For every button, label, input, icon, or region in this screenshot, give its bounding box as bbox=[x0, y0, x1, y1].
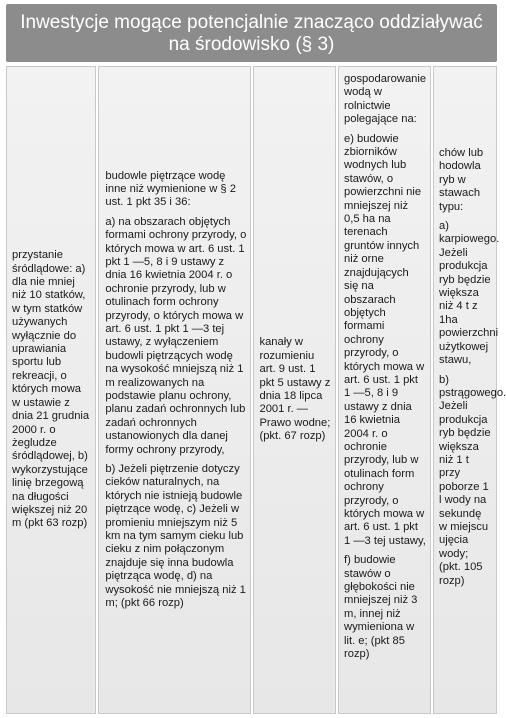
column-water-management bbox=[338, 66, 431, 714]
investments-table bbox=[6, 66, 506, 714]
column-text: budowle piętrzące wodę inne niż wymienione w § 2 ust. 1 pkt 35 i 36: bbox=[105, 169, 236, 209]
column-text: f) budowie stawów o głębokości nie mniejszej niż 3 m, innej niż wymieniona w lit. e; (pkt 85 rozp) bbox=[344, 554, 418, 661]
column-text: a) na obszarach objętych formami ochrony przyrody, o których mowa w art. 6 ust. 1 pkt 1 —5, 8 i 9 ustawy z dnia 16 kwietnia 2004 r. o ochronie przyrody, lub w otulinach form ochrony przyrody, o których mowa w art. 6 ust. 1 pkt 1 —3 tej ustawy, z wyłączeniem budowli piętrzących wodę na wysokość mniejszą niż 1 m realizowanych na podstawie planu ochrony, planu zadań ochronnych lub zadań ochronnych ustanowionych dla danej formy ochrony przyrody, bbox=[105, 215, 247, 456]
column-fish-farming bbox=[433, 66, 506, 714]
header-title-line1: Inwestycje mogące potencjalnie znacząco oddziaływać bbox=[20, 12, 483, 33]
column-canals bbox=[253, 66, 336, 714]
column-text: gospodarowanie wodą w rolnictwie polegające na: bbox=[344, 73, 427, 126]
column-text: chów lub hodowla ryb w stawach typu: bbox=[439, 147, 484, 213]
column-text: e) budowie zbiorników wodnych lub stawów, o powierzchni nie mniejszej niż 0,5 ha na terenach gruntów innych niż orne znajdujących się na obszarach objętych formami ochrony przyrody, o których mowa w art. 6 ust. 1 pkt 1 —5, 8 i 9 ustawy z dnia 16 kwietnia 2004 r. o ochronie przyrody, lub w otulinach form ochrony przyrody, o których mowa w art. 6 ust. 1 pkt 1 —3 tej ustawy, bbox=[344, 132, 426, 547]
column-text: przystanie śródlądowe: a) dla nie mniej niż 10 statków, w tym statków używanych wyłącznie do uprawiania sportu lub rekreacji, o których mowa w ustawie z dnia 21 grudnia 2000 r. o żegludze śródlądowej, b) wykorzystujące linię brzegową na długości większej niż 20 m (pkt 63 rozp) bbox=[12, 249, 90, 530]
column-text: kanały w rozumieniu art. 9 ust. 1 pkt 5 ustawy z dnia 18 lipca 2001 r. — Prawo wodne; (pkt. 67 rozp) bbox=[259, 336, 331, 443]
column-text: b) Jeżeli piętrzenie dotyczy cieków naturalnych, na których nie istnieją budowle piętrzące wodę, c) Jeżeli w promieniu mniejszym niż 5 km na tym samym cieku lub cieku z nim połączonym znajduje się inna budowla piętrząca wodę, d) na wysokość nie mniejszą niż 1 m; (pkt 66 rozp) bbox=[105, 463, 246, 610]
table-header bbox=[6, 4, 497, 62]
column-damming-structures bbox=[98, 66, 251, 714]
column-text: a) karpiowego. Jeżeli produkcja ryb będzie większa niż 4 t z 1ha powierzchni użytkowej stawu, bbox=[439, 220, 500, 367]
column-text: b) pstrągowego. Jeżeli produkcja ryb będzie większa niż 1 t przy poborze 1 l wody na sekundę w miejscu ujęcia wody; (pkt. 105 rozp) bbox=[439, 373, 506, 587]
header-title-line2: na środowisko (§ 3) bbox=[168, 34, 335, 55]
column-marinas bbox=[6, 66, 96, 714]
